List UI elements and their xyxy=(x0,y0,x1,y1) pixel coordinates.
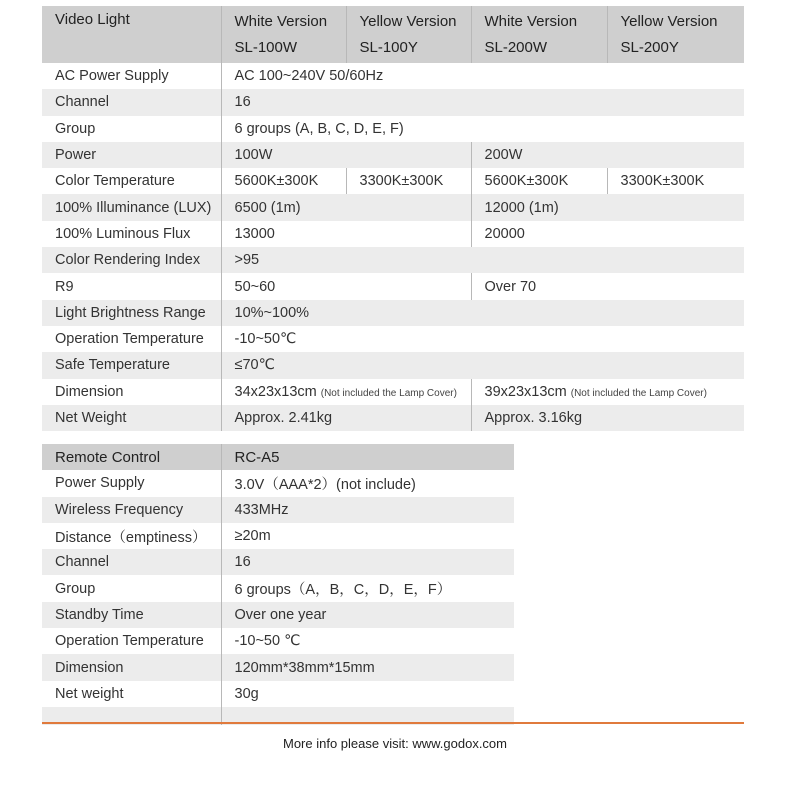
spec-value-sl100: Approx. 2.41kg xyxy=(221,405,471,431)
footer-link-text: More info please visit: www.godox.com xyxy=(283,736,507,751)
table-row xyxy=(42,273,744,299)
spec-value-sl200: 20000 xyxy=(471,221,744,247)
spec-value-sl100: 13000 xyxy=(221,221,471,247)
spec-label: Group xyxy=(55,120,96,137)
spec-label: Color Rendering Index xyxy=(42,247,221,273)
spec-value: 10%~100% xyxy=(221,300,744,326)
accent-divider xyxy=(42,722,744,724)
spec-label: Dimension xyxy=(55,383,124,400)
spec-label: Power Supply xyxy=(55,475,145,492)
video-light-spec-table xyxy=(42,6,744,431)
spec-value: 3.0V（AAA*2）(not include) xyxy=(221,470,514,496)
spec-label: Operation Temperature xyxy=(55,633,204,650)
table-row xyxy=(42,352,744,378)
spec-value: 433MHz xyxy=(221,497,514,523)
table-row xyxy=(42,194,744,220)
table-row xyxy=(42,681,514,707)
table-row xyxy=(42,405,744,431)
header-sl-100y: Yellow Version SL-100Y xyxy=(346,6,471,63)
spec-value-sl200y: 3300K±300K xyxy=(607,168,744,194)
table-row xyxy=(42,221,744,247)
spec-label: 100% Illuminance (LUX) xyxy=(42,194,221,220)
table-row xyxy=(42,628,514,654)
spec-value-sl100w: 5600K±300K xyxy=(221,168,346,194)
spec-label: Group xyxy=(55,580,96,597)
spec-value-sl200w: 5600K±300K xyxy=(471,168,607,194)
table-row xyxy=(42,300,744,326)
spec-label: Operation Temperature xyxy=(55,331,204,348)
spec-value-sl100: 100W xyxy=(221,142,471,168)
spec-label: Channel xyxy=(42,549,221,575)
spec-label: Wireless Frequency xyxy=(42,497,221,523)
table-row xyxy=(42,575,514,601)
spec-value: Over one year xyxy=(221,602,514,628)
header-sl-200w: White Version SL-200W xyxy=(471,6,607,63)
spec-value: 6 groups（A，B，C，D，E，F） xyxy=(221,575,514,601)
spec-label: Light Brightness Range xyxy=(42,300,221,326)
table-row xyxy=(42,654,514,680)
table-row xyxy=(42,470,514,496)
spec-value: 30g xyxy=(221,681,514,707)
spec-label: 100% Luminous Flux xyxy=(55,225,191,242)
spec-value-sl100: 50~60 xyxy=(221,273,471,299)
spec-value: >95 xyxy=(221,247,744,273)
spec-value-sl100: 34x23x13cm (Not included the Lamp Cover) xyxy=(221,379,471,405)
header-video-light: Video Light xyxy=(42,6,221,63)
table-row xyxy=(42,63,744,89)
spec-label: Net Weight xyxy=(42,405,221,431)
table-row xyxy=(42,549,514,575)
table-row xyxy=(42,142,744,168)
spec-value: 6 groups (A, B, C, D, E, F) xyxy=(221,116,744,142)
spec-value: AC 100~240V 50/60Hz xyxy=(221,63,744,89)
spec-value-sl200: 200W xyxy=(471,142,744,168)
spec-label: Power xyxy=(42,142,221,168)
dimension-note: (Not included the Lamp Cover) xyxy=(570,387,707,399)
table-row xyxy=(42,247,744,273)
header-sl-100w: White Version SL-100W xyxy=(221,6,346,63)
spec-value: ≥20m xyxy=(221,523,514,549)
table-row xyxy=(42,89,744,115)
spec-label: Safe Temperature xyxy=(42,352,221,378)
spec-value: 16 xyxy=(221,549,514,575)
spec-value-sl100: 6500 (1m) xyxy=(221,194,471,220)
table-row xyxy=(42,326,744,352)
spec-label: Channel xyxy=(42,89,221,115)
spec-value: -10~50 ℃ xyxy=(221,628,514,654)
table-header-row xyxy=(42,6,744,63)
header-rc-a5: RC-A5 xyxy=(221,444,514,470)
table-row xyxy=(42,602,514,628)
remote-control-spec-table xyxy=(42,444,514,725)
spec-value: ≤70℃ xyxy=(221,352,744,378)
table-row xyxy=(42,497,514,523)
table-row xyxy=(42,116,744,142)
table-row xyxy=(42,379,744,405)
spec-label: AC Power Supply xyxy=(55,68,169,85)
spec-value-sl200: 12000 (1m) xyxy=(471,194,744,220)
spec-value-sl200: 39x23x13cm (Not included the Lamp Cover) xyxy=(471,379,744,405)
spec-value-sl200: Over 70 xyxy=(471,273,744,299)
table-header-row xyxy=(42,444,514,470)
spec-value-sl100y: 3300K±300K xyxy=(346,168,471,194)
header-sl-200y: Yellow Version SL-200Y xyxy=(607,6,744,63)
spec-value: 120mm*38mm*15mm xyxy=(221,654,514,680)
header-remote-control: Remote Control xyxy=(42,444,221,470)
spec-label: Dimension xyxy=(42,654,221,680)
table-row xyxy=(42,168,744,194)
spec-label: Distance（emptiness） xyxy=(55,529,207,546)
spec-value: -10~50℃ xyxy=(221,326,744,352)
spec-label: Standby Time xyxy=(42,602,221,628)
spec-label: Net weight xyxy=(55,685,124,702)
table-row xyxy=(42,523,514,549)
spec-label: Color Temperature xyxy=(55,173,175,190)
spec-value: 16 xyxy=(221,89,744,115)
dimension-note: (Not included the Lamp Cover) xyxy=(320,387,457,399)
spec-label: R9 xyxy=(55,278,74,295)
spec-value-sl200: Approx. 3.16kg xyxy=(471,405,744,431)
